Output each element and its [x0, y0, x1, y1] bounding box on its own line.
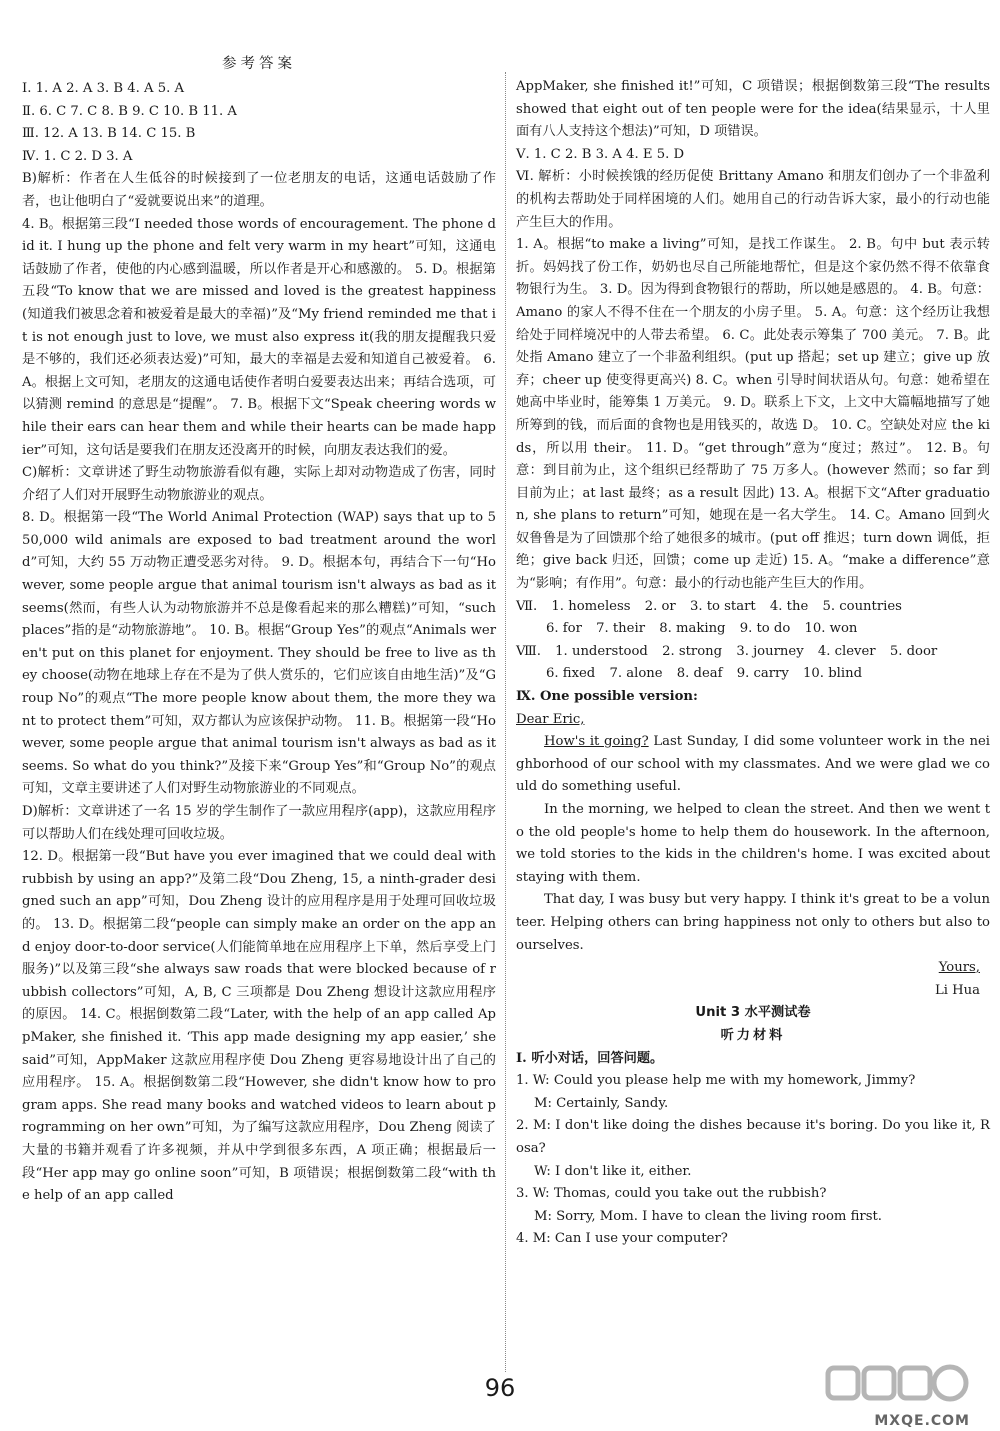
answer-line-4: Ⅳ. 1. C 2. D 3. A: [22, 148, 133, 164]
passage-b-explanations: 4. B。根据第三段“I needed those words of encouragement. The phone did it. I hung up the phone and felt very warm in my heart”可知，这通电话鼓励了作者，使他的内心感到温暖，所以作者是开心和感激的。 5. D。根据第五段“To know that we are missed and loved is the greatest happiness(知道我们被思念着和被爱着是最大的幸福)”及“My friend reminded me that it is not enough just to love, we must also express it(我的朋友提醒我只爱是不够的，我们还必须表达爱)”可知，最大的幸福是去爱和知道自己被爱着。 6. A。根据上文可知，老朋友的这通电话使作者明白爱要表达出来；再结合选项，可以猜测 remind 的意思是“提醒”。 7. B。根据下文“Speak cheering words while their ears can hear them and while their hearts can be made happier”可知，这句话是要我们在朋友还没离开的时候，向朋友表达我们的爱。: [22, 216, 496, 458]
unit-title: Unit 3 水平测试卷: [695, 1005, 811, 1021]
dialogue-line: W: I don't like it, either.: [534, 1163, 692, 1179]
letter-paragraph-1-rest: Last Sunday, I did some volunteer work in the neighborhood of our school with my classmates. And we were glad we could do something useful.: [516, 734, 990, 795]
dialogue-line: 1. W: Could you please help me with my homework, Jimmy?: [516, 1073, 916, 1089]
answer-item: 3. journey: [736, 643, 804, 659]
letter-opening: How's it going?: [544, 734, 649, 750]
letter-paragraph-2: In the morning, we helped to clean the street. And then we went to the old people's home to help them do housework. In the afternoon, we told stories to the kids in the children's home. I was excited about staying with them.: [516, 802, 990, 885]
passage-d-continued: AppMaker, she finished it!”可知，C 项错误；根据倒数第三段“The results showed that eight out of ten people were for the idea(结果显示，十人里面有八人支持这个想法)”可知，D 项错误。: [516, 79, 990, 140]
letter-closing: Yours,: [938, 960, 980, 976]
answer-item: 8. making: [659, 621, 726, 637]
section-ix-heading: Ⅸ. One possible version:: [516, 689, 698, 705]
answer-line-2: Ⅱ. 6. C 7. C 8. B 9. C 10. B 11. A: [22, 103, 237, 119]
section-viii-row-1: [516, 641, 990, 664]
passage-d-summary: D)解析：文章讲述了一名 15 岁的学生制作了一款应用程序(app)，这款应用程序可以帮助人们在线处理可回收垃圾。: [22, 804, 496, 842]
column-divider: [505, 72, 506, 1372]
dialogue-line: 2. M: I don't like doing the dishes because it's boring. Do you like it, Rosa?: [516, 1118, 990, 1156]
dialogue-line: M: Certainly, Sandy.: [534, 1095, 669, 1111]
answer-item: 7. alone: [609, 666, 663, 682]
letter-greeting: Dear Eric,: [516, 711, 585, 727]
answer-item: 8. deaf: [676, 666, 723, 682]
answer-item: 5. door: [889, 643, 938, 659]
dialogue-line: 3. W: Thomas, could you take out the rubbish?: [516, 1186, 827, 1202]
answer-item: 3. to start: [689, 598, 756, 614]
answer-item: 10. won: [804, 621, 858, 637]
page-number: 96: [484, 1374, 516, 1402]
listening-title: 听力材料: [720, 1027, 786, 1043]
answer-item: 9. carry: [736, 666, 789, 682]
letter-signature: Li Hua: [934, 982, 980, 998]
passage-b-summary: B)解析：作者在人生低谷的时候接到了一位老朋友的电话，这通电话鼓励了作者，也让他明白了“爱就要说出来”的道理。: [22, 171, 496, 209]
dialogue-3: [516, 1183, 990, 1228]
answer-line-5: Ⅴ. 1. C 2. B 3. A 4. E 5. D: [516, 146, 685, 162]
passage-vi-explanations: 1. A。根据“to make a living”可知，是找工作谋生。 2. B。句中 but 表示转折。妈妈找了份工作，奶奶也尽自己所能地帮忙，但是这个家仍然不得不依靠食物银行为生。 3. D。因为得到食物银行的帮助，所以她是感恩的。 4. B。句意：Amano 的家人不得不住在一个朋友的小房子里。 5. A。句意：这个经历让我想给处于同样境况中的人带去希望。 6. C。此处表示筹集了 700 美元。 7. B。此处指 Amano 建立了一个非盈利组织。(put up 搭起；set up 建立；give up 放弃；cheer up 使变得更高兴) 8. C。when 引导时间状语从句。句意：她希望在她高中毕业时，能筹集 1 万美元。 9. D。联系上下文，上文中大篇幅地描写了她所筹到的钱，而后面的食物也是用钱买的，故选 D。 10. C。空缺处对应 the kids，所以用 their。 11. D。“get through”意为“度过；熬过”。 12. B。句意：到目前为止，这个组织已经帮助了 75 万多人。(however 然而；so far 到目前为止；at last 最终；as a result 因此) 13. A。根据下文“After graduation, she plans to return”可知，她现在是一名大学生。 14. C。Amano 回到火奴鲁鲁是为了回馈那个给了她很多的城市。(put off 推迟；turn down 调低，拒绝；give back 归还，回馈；come up 走近) 15. A。“make a difference”意为“影响；有作用”。句意：最小的行动也能产生巨大的作用。: [516, 237, 990, 592]
section-vii-row-1: [516, 596, 990, 619]
watermark-text: MXQE.COM: [874, 1413, 970, 1429]
answer-line-1: Ⅰ. 1. A 2. A 3. B 4. A 5. A: [22, 81, 185, 96]
answer-item: 4. clever: [817, 643, 876, 659]
page-title: 参考答案: [222, 56, 296, 72]
answer-item: 1. understood: [555, 643, 648, 659]
dialogue-line: 4. M: Can I use your computer?: [516, 1231, 728, 1247]
section-vii-row-2: [516, 618, 990, 641]
section-label: Ⅷ.: [516, 643, 541, 659]
answer-item: 1. homeless: [551, 598, 631, 614]
answer-item: 4. the: [769, 598, 809, 614]
answer-line-3: Ⅲ. 12. A 13. B 14. C 15. B: [22, 126, 196, 142]
dialogue-4: [516, 1228, 990, 1251]
section-label: Ⅶ.: [516, 598, 538, 614]
right-column: [516, 76, 990, 1251]
letter-paragraph-1: [516, 731, 990, 799]
dialogue-2: [516, 1115, 990, 1183]
answer-item: 2. or: [644, 598, 676, 614]
passage-vi-summary: Ⅵ. 解析：小时候挨饿的经历促使 Brittany Amano 和朋友们创办了一个非盈利的机构去帮助处于同样困境的人们。她用自己的行动告诉大家，最小的行动也能产生巨大的作用。: [516, 169, 990, 230]
answer-item: 10. blind: [803, 666, 863, 682]
section-viii-row-2: [516, 663, 990, 686]
answer-item: 6. fixed: [546, 666, 596, 682]
dialogue-1: [516, 1070, 990, 1115]
answer-item: 5. countries: [822, 598, 902, 614]
answer-item: 2. strong: [662, 643, 723, 659]
answer-item: 9. to do: [739, 621, 791, 637]
passage-d-explanations: 12. D。根据第一段“But have you ever imagined that we could deal with rubbish by using an app?”及第二段“Dou Zheng, 15, a ninth-grader designed such an app”可知，Dou Zheng 设计的应用程序是用于处理可回收垃圾的。 13. D。根据第二段“people can simply make an order on the app and enjoy door-to-door service(人们能简单地在应用程序上下单，然后享受上门服务)”以及第三段“she always saw roads that were blocked because of rubbish collectors”可知，A, B, C 三项都是 Dou Zheng 想设计这款应用程序的原因。 14. C。根据倒数第二段“Later, with the help of an app called AppMaker, she finished it. ‘This app made designing my app easier,’ she said”可知，AppMaker 这款应用程序使 Dou Zheng 更容易地设计出了自己的应用程序。 15. A。根据倒数第二段“However, she didn't know how to program apps. She read many books and watched videos to learn about programming on her own”可知，为了编写这款应用程序，Dou Zheng 阅读了大量的书籍并观看了许多视频，并从中学到很多东西，A 项正确；根据最后一段“Her app may go online soon”可知，B 项错误；根据倒数第二段“with the help of an app called: [22, 849, 496, 1204]
left-column: [22, 78, 496, 1208]
dialogue-line: M: Sorry, Mom. I have to clean the living room first.: [534, 1208, 882, 1224]
letter-paragraph-3: That day, I was busy but very happy. I think it's great to be a volunteer. Helping others can bring happiness not only to others but also to ourselves.: [516, 892, 990, 953]
listening-section-1: Ⅰ. 听小对话，回答问题。: [516, 1050, 664, 1066]
answer-item: 7. their: [596, 621, 646, 637]
passage-c-explanations: 8. D。根据第一段“The World Animal Protection (WAP) says that up to 550,000 wild animals are exposed to bad treatment around the world”可知，大约 55 万动物正遭受恶劣对待。 9. D。根据本句，再结合下一句“However, some people argue that animal tourism isn't always as bad as it seems(然而，有些人认为动物旅游并不总是像看起来的那么糟糕)”可知，“such places”指的是“动物旅游地”。 10. B。根据“Group Yes”的观点“Animals weren't put on this planet for enjoyment. They should be free to live as they choose(动物在地球上存在不是为了供人赏乐的，它们应该自由地生活)”及“Group No”的观点“The more people know about them, the more they want to protect them”可知，双方都认为应该保护动物。 11. B。根据第一段“However, some people argue that animal tourism isn't always as bad as it seems. So what do you think?”及接下来“Group Yes”和“Group No”的观点可知，文章主要讲述了人们对野生动物旅游业的不同观点。: [22, 510, 496, 797]
answer-item: 6. for: [546, 621, 582, 637]
passage-c-summary: C)解析：文章讲述了野生动物旅游看似有趣，实际上却对动物造成了伤害，同时介绍了人们对开展野生动物旅游业的观点。: [22, 465, 496, 503]
